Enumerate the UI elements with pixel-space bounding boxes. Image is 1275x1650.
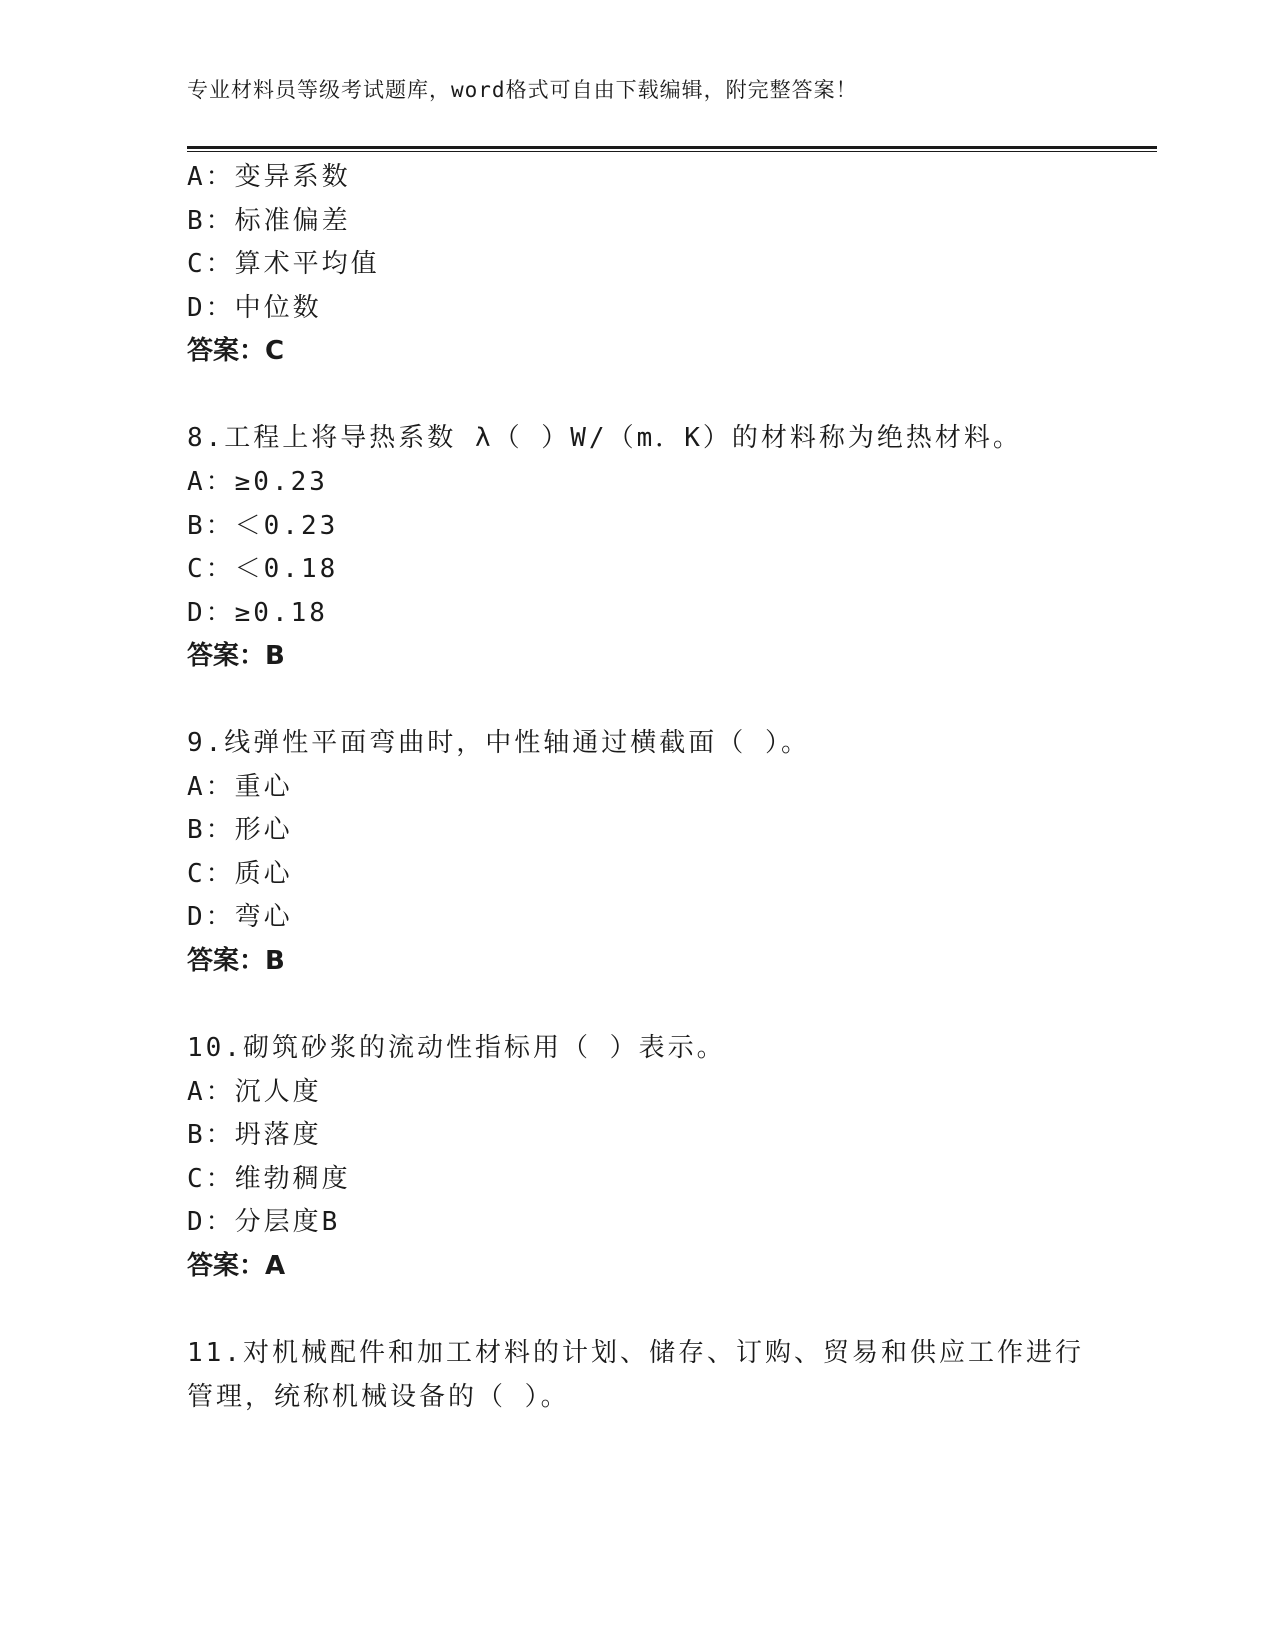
q8-stem: 8.工程上将导热系数 λ（ ）W/（m．K）的材料称为绝热材料。 — [187, 423, 1022, 453]
q9-option-b: B：形心 — [187, 815, 293, 845]
q7-option-c: C：算术平均值 — [187, 249, 380, 279]
q8-answer: 答案：B — [187, 641, 285, 671]
q11-stem-line1: 11.对机械配件和加工材料的计划、储存、订购、贸易和供应工作进行 — [187, 1338, 1084, 1368]
header-rule-thin — [187, 151, 1157, 152]
page-header: 专业材料员等级考试题库，word格式可自由下载编辑，附完整答案！ — [187, 78, 858, 102]
q9-option-c: C：质心 — [187, 859, 293, 889]
q8-option-c: C：＜0.18 — [187, 554, 339, 584]
q8-option-a: A：≥0.23 — [187, 467, 328, 497]
q9-stem: 9.线弹性平面弯曲时，中性轴通过横截面（ ）。 — [187, 728, 810, 758]
q8-option-b: B：＜0.23 — [187, 511, 339, 541]
q9-option-d: D：弯心 — [187, 902, 293, 932]
q7-answer: 答案：C — [187, 336, 285, 366]
q7-option-a: A：变异系数 — [187, 162, 351, 192]
header-rule-thick — [187, 146, 1157, 149]
q10-answer: 答案：A — [187, 1251, 286, 1281]
q10-stem: 10.砌筑砂浆的流动性指标用（ ）表示。 — [187, 1033, 726, 1063]
q10-option-a: A：沉人度 — [187, 1077, 322, 1107]
q10-option-b: B：坍落度 — [187, 1120, 322, 1150]
q7-option-d: D：中位数 — [187, 293, 322, 323]
q10-option-d: D：分层度B — [187, 1207, 341, 1237]
q9-option-a: A：重心 — [187, 772, 293, 802]
q10-option-c: C：维勃稠度 — [187, 1164, 351, 1194]
q11-stem-line2: 管理，统称机械设备的（ ）。 — [187, 1382, 570, 1412]
q7-option-b: B：标准偏差 — [187, 206, 351, 236]
q8-option-d: D：≥0.18 — [187, 598, 328, 628]
q9-answer: 答案：B — [187, 946, 285, 976]
